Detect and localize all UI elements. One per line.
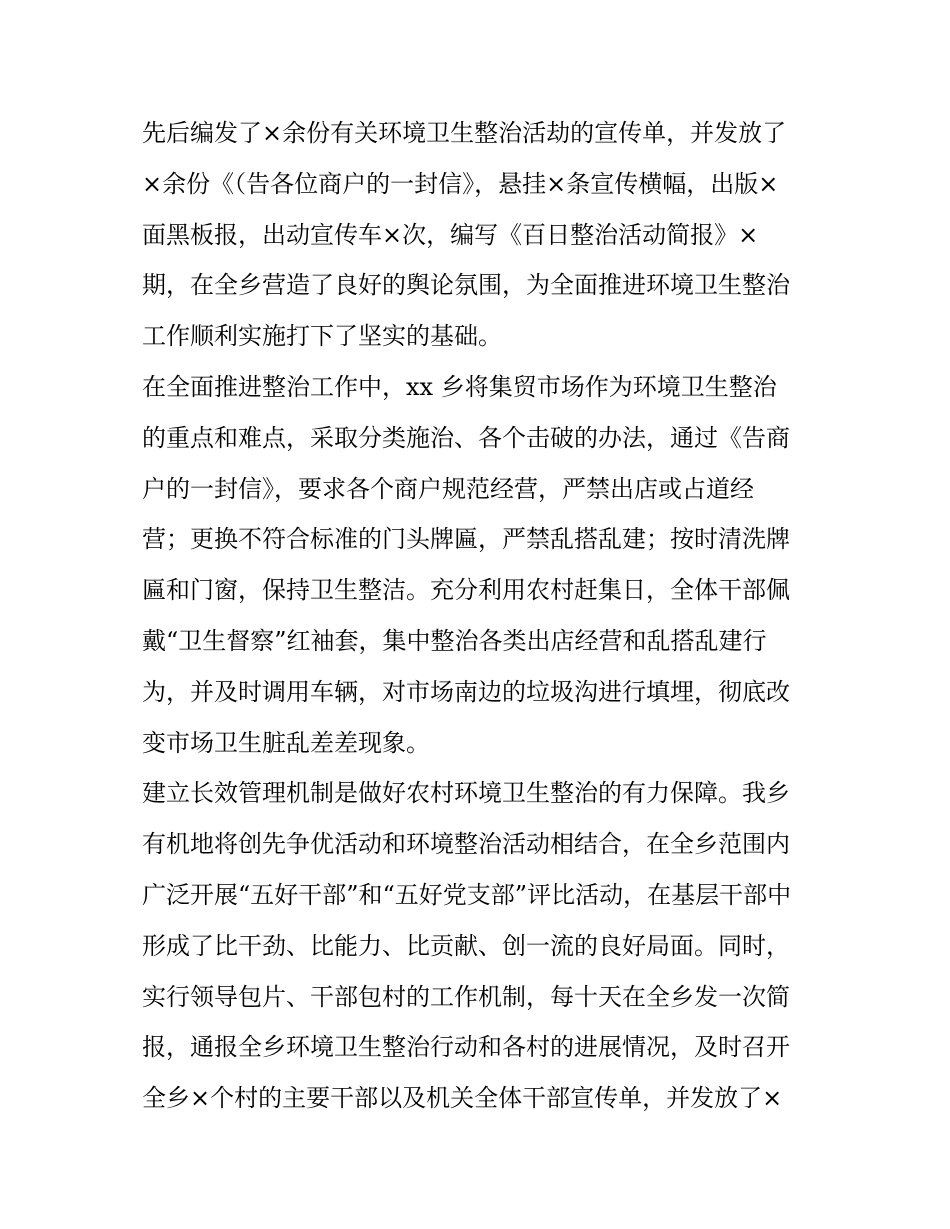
- text-line: 实行领导包片、干部包村的工作机制，每十天在全乡发一次简: [142, 982, 790, 1011]
- text-line: 先后编发了×余份有关环境卫生整治活劫的宣传单，并发放了: [142, 119, 787, 147]
- text-line: 有机地将创先争优活动和环境整治活动相结合，在全乡范围内: [142, 830, 790, 859]
- paragraph-3: [142, 768, 822, 1124]
- text-line: 广泛开展“五好干部”和“五好党支部”评比活动，在基层干部中: [142, 880, 792, 909]
- text-line: 期，在全乡营造了良好的舆论氛围，为全面推进环境卫生整治: [142, 271, 790, 300]
- text-line: ×余份《（告各位商户的一封信》，悬挂×条宣传横幅，出版×: [142, 169, 779, 198]
- text-line: 工作顺利实施打下了坚实的基础。: [142, 322, 502, 351]
- text-line: 形成了比干劲、比能力、比贡献、创一流的良好局面。同时，: [142, 931, 790, 960]
- text-line: 为，并及时调用车辆，对市场南边的垃圾沟进行填埋，彻底改: [142, 677, 790, 706]
- paragraph-2: [142, 362, 822, 768]
- text-line: 戴“卫生督察”红袖套，集中整治各类出店经营和乱搭乱建行: [142, 626, 767, 655]
- text-line: 在全面推进整治工作中，xx 乡将集贸市场作为环境卫生整治: [142, 372, 777, 401]
- text-line: 的重点和难点，采取分类施治、各个击破的办法，通过《告商: [142, 423, 790, 452]
- text-line: 面黑板报，出动宣传车×次，编写《百日整治活动简报》×: [142, 220, 759, 249]
- text-line: 全乡×个村的主要干部以及机关全体干部宣传单，并发放了×: [142, 1084, 783, 1113]
- text-line: 变市场卫生脏乱差差现象。: [142, 728, 430, 757]
- text-line: 匾和门窗，保持卫生整洁。充分利用农村赶集日，全体干部佩: [142, 576, 790, 605]
- text-line: 报，通报全乡环境卫生整治行动和各村的进展情况，及时召开: [142, 1033, 790, 1062]
- text-line: 建立长效管理机制是做好农村环境卫生整治的有力保障。我乡: [142, 779, 790, 808]
- text-line: 营；更换不符合标准的门头牌匾，严禁乱搭乱建；按时清洗牌: [142, 525, 790, 554]
- document-body: [142, 108, 822, 1124]
- text-line: 户的一封信》，要求各个商户规范经营，严禁出店或占道经: [142, 474, 754, 503]
- paragraph-1: [142, 108, 822, 362]
